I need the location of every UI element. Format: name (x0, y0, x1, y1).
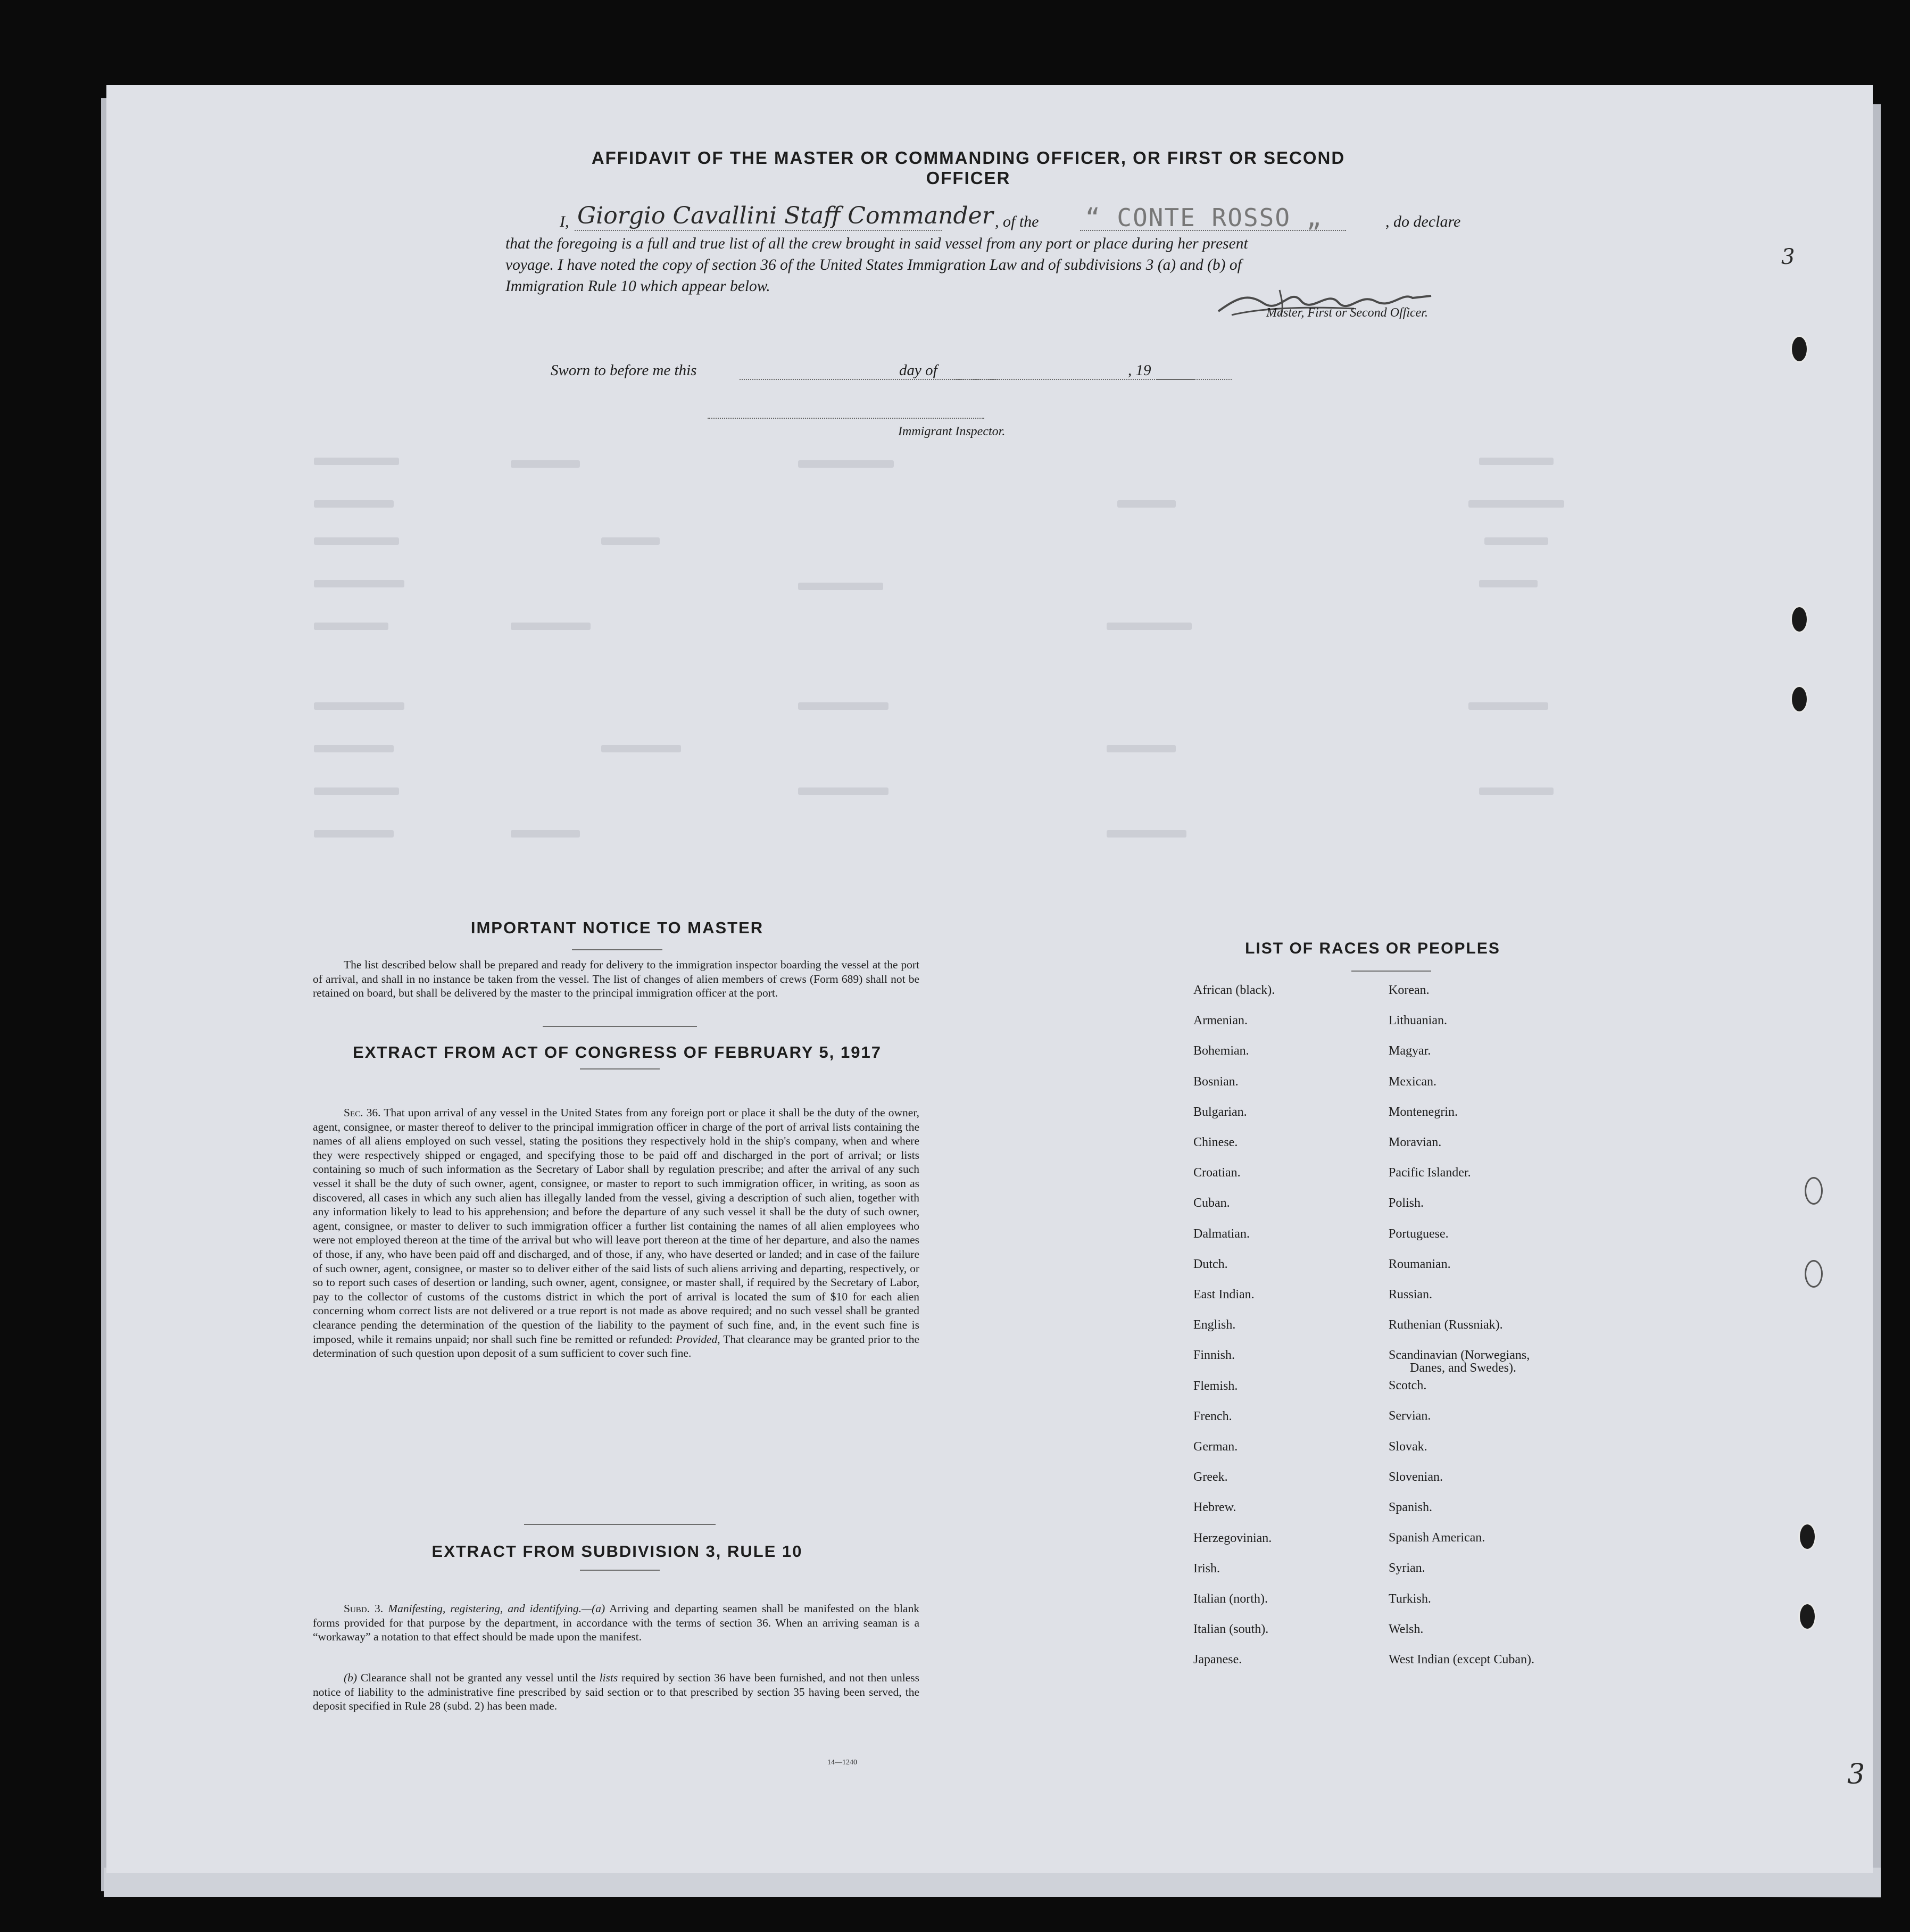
race-item: Scandinavian (Norwegians, (1389, 1348, 1530, 1362)
race-item: Herzegovinian. (1193, 1531, 1272, 1545)
para-b-text-2: required by section 36 have been furnished, and not then unless notice of liability to the administrative fine prescribed by said section or to that prescribed by section 35 having been served, the deposit specified in Rule 28 (subd. 2) has been made. (313, 1671, 920, 1713)
notice-title: IMPORTANT NOTICE TO MASTER (470, 918, 764, 937)
sec-36-label: Sec. 36. (344, 1106, 381, 1119)
document-page (106, 85, 1873, 1873)
race-item: Danes, and Swedes). (1410, 1361, 1516, 1375)
name-underline (575, 230, 942, 231)
race-item: Slovenian. (1389, 1470, 1443, 1484)
race-item: Turkish. (1389, 1592, 1431, 1606)
race-item: Chinese. (1193, 1135, 1238, 1149)
race-item: English. (1193, 1318, 1236, 1332)
race-item: Lithuanian. (1389, 1014, 1447, 1027)
provided-label: Provided, (676, 1332, 720, 1346)
sec-36-text-end: That clearance may be granted prior to the determination of such question upon deposit of a sum sufficient to cover such fine. (313, 1332, 919, 1360)
affidavit-line-4: Immigration Rule 10 which appear below. (505, 278, 770, 295)
race-item: Magyar. (1389, 1044, 1431, 1058)
race-item: Montenegrin. (1389, 1105, 1458, 1119)
race-item: Italian (north). (1193, 1592, 1268, 1606)
notice-text: The list described below shall be prepared and ready for delivery to the immigration inspector boarding the vessel at the port of arrival, and shall in no instance be taken from the vessel. The list of changes of alien members of crews (Form 689) shall not be retained on board, but shall be delivered by the master to the principal immigration officer at the port. (313, 958, 919, 1000)
sworn-label: Sworn to before me this (551, 362, 697, 379)
vessel-underline (1080, 230, 1346, 231)
race-item: Finnish. (1193, 1348, 1235, 1362)
year-line (1157, 379, 1194, 380)
rule-title: EXTRACT FROM SUBDIVISION 3, RULE 10 (431, 1542, 803, 1561)
race-item: Servian. (1389, 1409, 1431, 1423)
race-item: Russian. (1389, 1288, 1433, 1301)
race-item: Polish. (1389, 1196, 1424, 1210)
affidavit-prefix: I, (560, 213, 569, 230)
race-item: Mexican. (1389, 1075, 1436, 1089)
officer-name-handwritten: Giorgio Cavallini Staff Commander (577, 202, 993, 229)
para-b-label: (b) (344, 1671, 358, 1684)
race-item: African (black). (1193, 983, 1275, 997)
race-item: Spanish. (1389, 1500, 1433, 1514)
para-b-text-1: Clearance shall not be granted any vessel until the (360, 1671, 596, 1684)
signature-caption: Master, First or Second Officer. (1266, 306, 1428, 320)
races-rule (1351, 971, 1431, 972)
race-item: Cuban. (1193, 1196, 1230, 1210)
rule-para-a (313, 1602, 919, 1644)
race-item: Dalmatian. (1193, 1227, 1250, 1241)
divider-1 (543, 1026, 697, 1027)
affidavit-line-2: that the foregoing is a full and true list of all the crew brought in said vessel from any port or place during her present (505, 235, 1248, 252)
race-item: Dutch. (1193, 1257, 1228, 1271)
race-item: German. (1193, 1440, 1238, 1454)
race-item: Roumanian. (1389, 1257, 1451, 1271)
race-item: Slovak. (1389, 1440, 1427, 1454)
act-title: EXTRACT FROM ACT OF CONGRESS OF FEBRUARY 5, 1917 (353, 1043, 882, 1062)
race-item: Croatian. (1193, 1166, 1241, 1180)
page-number-mark-top: 3 (1781, 245, 1795, 269)
para-a-text: Arriving and departing seamen shall be manifested on the blank forms provided for that purpose by the department, in accordance with the terms of section 36. When an arriving seaman is a “workaway” a notation to that effect should be made upon the manifest. (313, 1602, 919, 1644)
punch-hole (1790, 335, 1808, 363)
race-item: French. (1193, 1409, 1232, 1423)
divider-2 (524, 1524, 716, 1525)
race-item: Korean. (1389, 983, 1430, 997)
punch-hole (1805, 1260, 1823, 1288)
of-the-label: , of the (995, 213, 1039, 230)
race-item: Spanish American. (1389, 1531, 1485, 1545)
race-item: Ruthenian (Russniak). (1389, 1318, 1503, 1332)
punch-hole (1798, 1603, 1816, 1630)
race-item: Italian (south). (1193, 1622, 1269, 1636)
rule-rule (580, 1570, 660, 1571)
day-of-label: day of (899, 362, 937, 379)
subd-heading: Manifesting, registering, and identifying. (388, 1602, 582, 1615)
notice-rule (572, 949, 662, 950)
page-number-mark-bottom: 3 (1847, 1759, 1865, 1790)
form-number: 14—1240 (827, 1759, 857, 1767)
para-b-lists: lists (599, 1671, 618, 1684)
para-a-label: —(a) (582, 1602, 605, 1615)
race-item: Portuguese. (1389, 1227, 1449, 1241)
subd-label: Subd. 3. (344, 1602, 384, 1615)
punch-hole (1805, 1177, 1823, 1205)
punch-hole (1790, 606, 1808, 633)
act-paragraph (313, 1106, 919, 1361)
vessel-name-stamp: “ CONTE ROSSO „ (1085, 203, 1323, 232)
inspector-signature-line (708, 418, 984, 419)
race-item: Pacific Islander. (1389, 1166, 1471, 1180)
race-item: East Indian. (1193, 1288, 1255, 1301)
race-item: Welsh. (1389, 1622, 1424, 1636)
rule-para-b (313, 1671, 919, 1713)
punch-hole (1790, 685, 1808, 713)
race-item: Armenian. (1193, 1014, 1248, 1027)
race-item: Flemish. (1193, 1379, 1238, 1393)
race-item: Moravian. (1389, 1135, 1442, 1149)
race-item: West Indian (except Cuban). (1389, 1653, 1534, 1666)
race-item: Syrian. (1389, 1561, 1425, 1575)
act-rule (580, 1068, 660, 1069)
do-declare-label: , do declare (1385, 213, 1461, 230)
punch-hole (1798, 1523, 1816, 1550)
race-item: Japanese. (1193, 1653, 1242, 1666)
race-item: Greek. (1193, 1470, 1228, 1484)
inspector-caption: Immigrant Inspector. (898, 425, 1006, 438)
race-item: Scotch. (1389, 1379, 1427, 1392)
races-title: LIST OF RACES OR PEOPLES (1245, 940, 1500, 957)
race-item: Bohemian. (1193, 1044, 1249, 1058)
affidavit-line-3: voyage. I have noted the copy of section 36 of the United States Immigration Law and of subdivisions 3 (a) and (b) of (505, 256, 1242, 273)
race-item: Bosnian. (1193, 1075, 1239, 1089)
race-item: Bulgarian. (1193, 1105, 1247, 1119)
race-item: Hebrew. (1193, 1500, 1236, 1514)
year-label: , 19 (1128, 362, 1151, 379)
race-item: Irish. (1193, 1562, 1220, 1576)
sec-36-text: That upon arrival of any vessel in the United States from any foreign port or place it shall be the duty of the owner, agent, consignee, or master thereof to deliver to the principal immigration officer in charge of the port of arrival lists containing the names of all aliens employed on such vessel, stating the positions they respectively hold in the ship's company, when and where they were respectively shipped or engaged, and specifying those to be paid off and discharged in the port of arrival; or lists containing so much of such information as the Secretary of Labor shall by regulation prescribe; and after the arrival of any such vessel it shall be the duty of such owner, agent, consignee, or master to report to such immigration officer, in writing, as soon as discovered, all cases in which any such alien has illegally landed from the vessel, giving a description of such alien, together with any information likely to lead to his apprehension; and before the departure of any such vessel it shall be the duty of such owner, agent, consignee, or master to deliver to such immigration officer a further list containing the names of all alien employees who were not employed thereon at the time of the arrival but who will leave port thereon at the time of her departure, and also the names of those, if any, who have been paid off and discharged, and of those, if any, who have deserted or landed; and in case of the failure of such owner, agent, consignee, or master so to deliver either of the said lists of such aliens arriving and departing, respectively, or so to report such cases of desertion or landing, such owner, agent, consignee, or master shall, if required by the Secretary of Labor, pay to the collector of customs of the customs district in which the port of arrival is located the sum of $10 for each alien concerning whom correct lists are not delivered or a true report is not made as above required; and no such vessel shall be granted clearance pending the determination of the question of the liability to the payment of such fine, and, in the event such fine is imposed, while it remains unpaid; nor shall such fine be remitted or refunded: (313, 1106, 920, 1346)
affidavit-title: AFFIDAVIT OF THE MASTER OR COMMANDING OFFICER, OR FIRST OR SECOND OFFICER (591, 148, 1346, 188)
